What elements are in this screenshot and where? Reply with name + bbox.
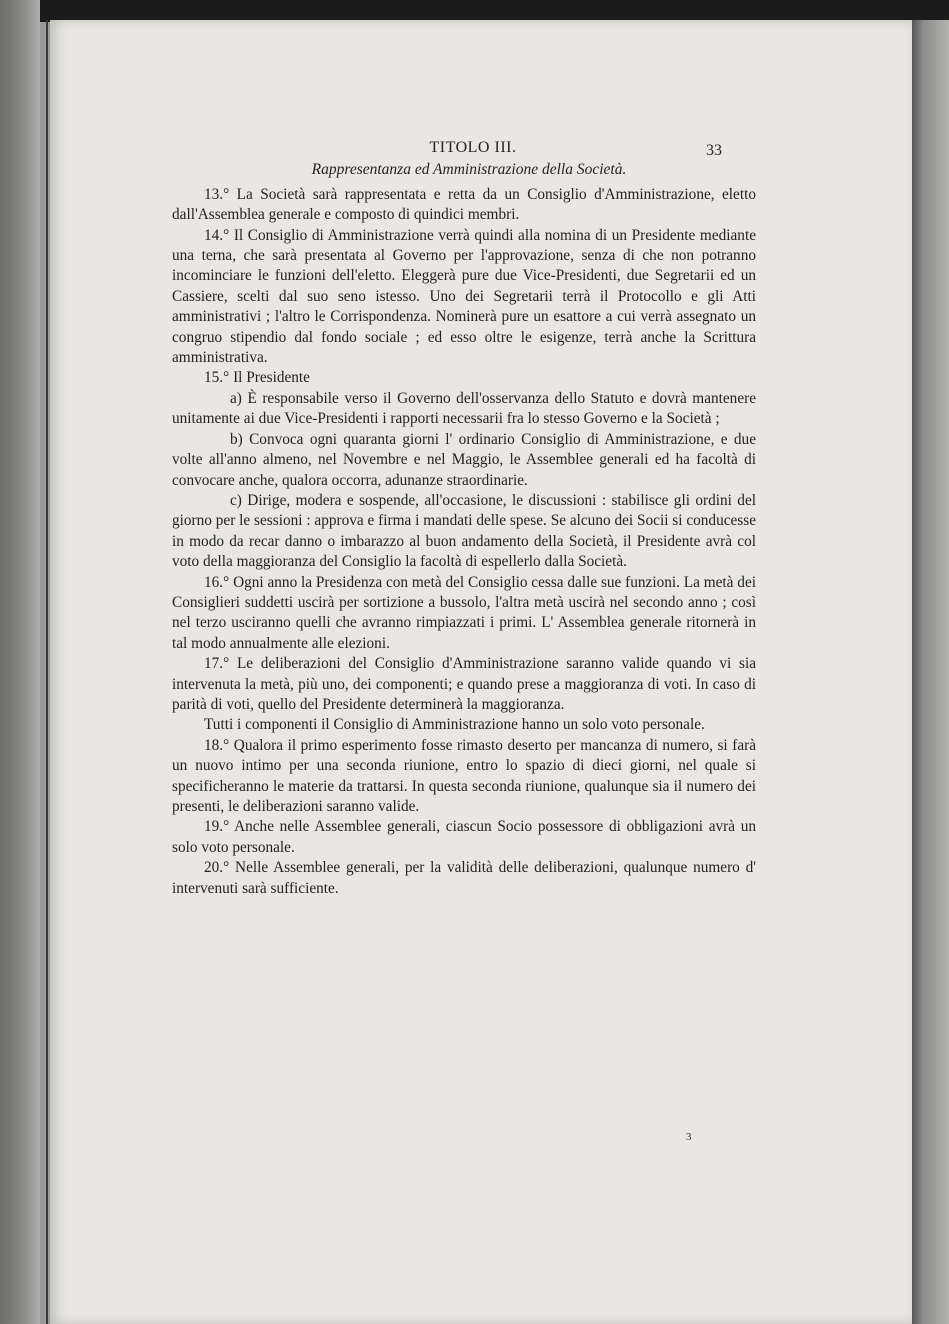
- page-body: [172, 132, 756, 899]
- article-17-note: Tutti i componenti il Consiglio di Amministrazione hanno un solo voto personale.: [204, 716, 705, 734]
- article-15-b: b) Convoca ogni quaranta giorni l' ordinario Consiglio di Amministrazione, e due volte all'anno almeno, nel Novembre e nel Maggio, le Assemblee generali ed ha facoltà di convocare anche, qualora occorra, adunanze straordinarie.: [172, 430, 756, 489]
- scan-left-edge: [0, 0, 40, 1324]
- section-title: TITOLO III.: [429, 139, 517, 156]
- article-13: 13.° La Società sarà rappresentata e retta da un Consiglio d'Amministrazione, eletto dall'Assemblea generale e composto di quindici membri.: [172, 185, 756, 224]
- article-15-c: c) Dirige, modera e sospende, all'occasione, le discussioni : stabilisce gli ordini del giorno per le sessioni : approva e firma i mandati delle spese. Se alcuno dei Socii si conducesse in modo da recar danno o imbarazzo al buon andamento della Società, il Presidente avrà col voto della maggioranza del Consiglio la facoltà di espellerlo dalla Società.: [172, 491, 756, 571]
- article-16: 16.° Ogni anno la Presidenza con metà del Consiglio cessa dalle sue funzioni. La metà dei Consiglieri suddetti uscirà per sortizione a bussolo, l'altra metà uscirà nel secondo anno ; così nel terzo usciranno quelli che avranno rimpiazzati i primi. L' Assemblea generale ritornerà in tal modo annualmente alle elezioni.: [172, 573, 756, 652]
- signature-mark: 3: [686, 1131, 692, 1143]
- article-15-a: a) È responsabile verso il Governo dell'osservanza dello Statuto e dovrà mantenere unitamente ai due Vice-Presidenti i rapporti necessarii fra lo stesso Governo e la Società ;: [172, 389, 756, 428]
- article-17: 17.° Le deliberazioni del Consiglio d'Amministrazione saranno valide quando vi sia intervenuta la metà, più uno, dei componenti; e quando prese a maggioranza di voti. In caso di parità di voti, quello del Presidente determinerà la maggioranza.: [172, 655, 756, 713]
- section-subtitle: Rappresentanza ed Amministrazione della Società.: [311, 161, 627, 179]
- article-14: 14.° Il Consiglio di Amministrazione verrà quindi alla nomina di un Presidente mediante una terna, che sarà presentata al Governo per l'approvazione, senza di che non potranno incominciare le funzioni dell'eletto. Eleggerà pure due Vice-Presidenti, due Segretarii ed un Cassiere, scelti dal suo seno istesso. Uno dei Segretarii terrà il Protocollo e gli Atti amministrativi ; l'altro le Corrispondenza. Nominerà pure un esattore a cui verrà assegnato un congruo stipendio dal fondo sociale ; ed esso oltre le esigenze, terrà anche la Scrittura amministrativa.: [172, 226, 756, 367]
- article-18: 18.° Qualora il primo esperimento fosse rimasto deserto per mancanza di numero, si farà un nuovo intimo per una seconda riunione, entro lo spazio di dieci giorni, nel quale si specificheranno le materie da trattarsi. In questa seconda riunione, qualunque sia il numero dei presenti, le deliberazioni saranno valide.: [172, 736, 756, 815]
- article-20: 20.° Nelle Assemblee generali, per la validità delle deliberazioni, qualunque numero d' intervenuti sarà sufficiente.: [172, 859, 756, 897]
- scan-right-edge: [912, 20, 949, 1324]
- scan-top-border: [0, 0, 949, 22]
- book-spine-line: [46, 20, 48, 1324]
- article-19: 19.° Anche nelle Assemblee generali, ciascun Socio possessore di obbligazioni avrà un solo voto personale.: [172, 818, 756, 856]
- page-number: 33: [706, 142, 722, 159]
- article-15: 15.° Il Presidente: [204, 369, 310, 387]
